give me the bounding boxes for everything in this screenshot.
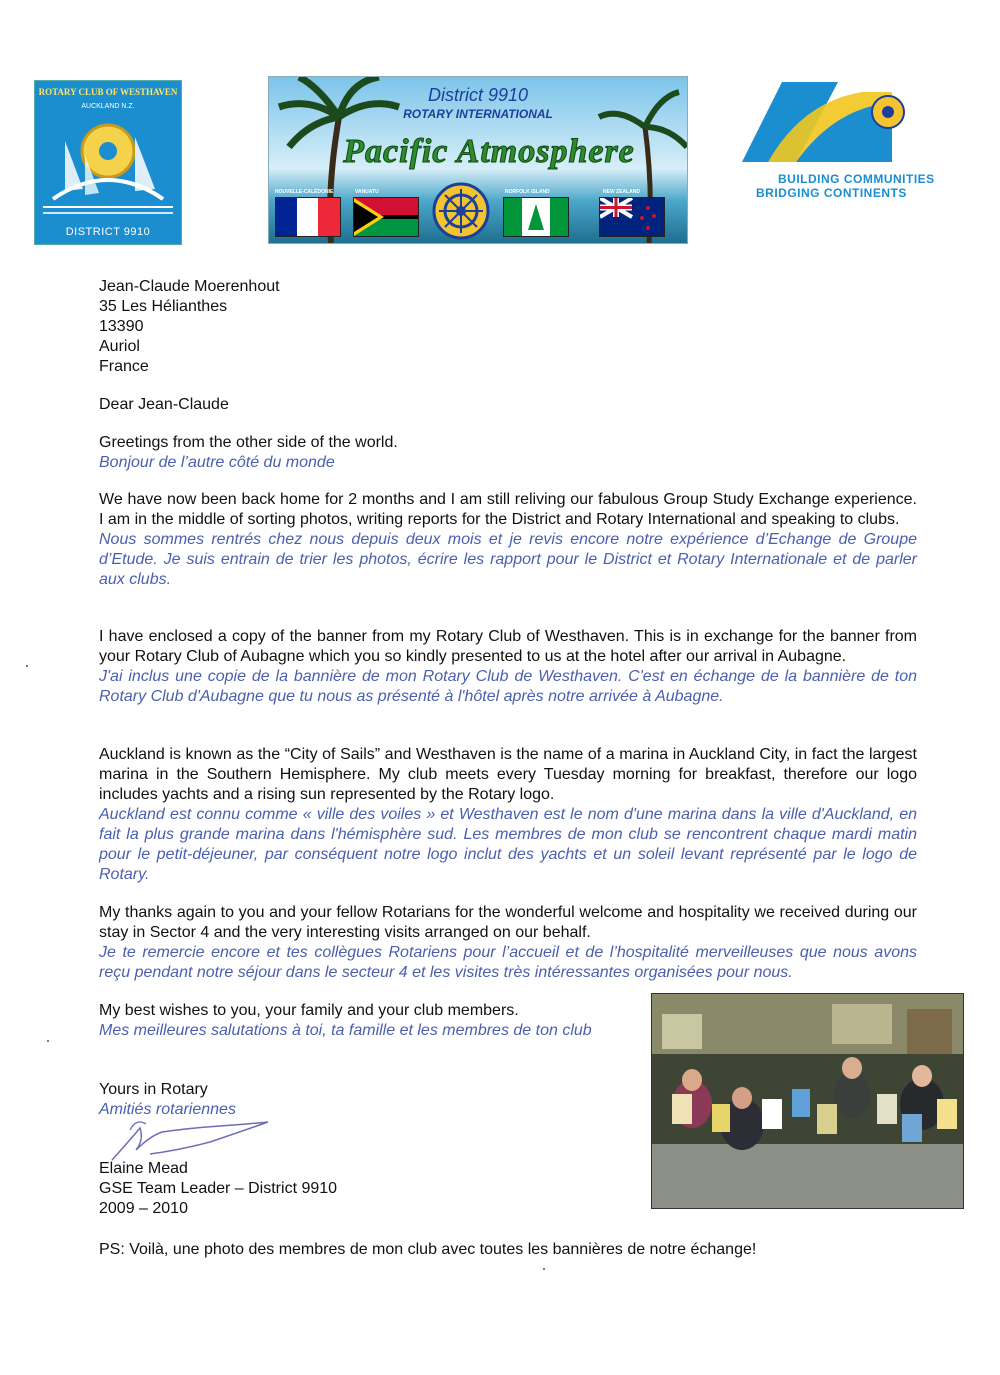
paragraph-return-home bbox=[99, 490, 917, 590]
paragraph-french: Auckland est connu comme « ville des voiles » et Westhaven est le nom d'une marina dans la ville d'Auckland, en fait la plus grande marina dans l'hémisphère sud. Les membres de mon club se rencontrent chaque mardi matin pour le petit-déjeuner, par conséquent notre logo inclut des yachts et un soleil levant représenté par le logo de Rotary. bbox=[99, 806, 917, 883]
paragraph-french: Je te remercie encore et tes collègues Rotariens pour l’accueil et de l’hospitalité merveilleuses que nous avons reçu pendant notre séjour dans le secteur 4 et les visites très intéressantes organisées pour nous. bbox=[99, 944, 917, 981]
rotary-theme-arc-icon bbox=[742, 82, 964, 170]
paragraph-english: I have enclosed a copy of the banner from my Rotary Club of Westhaven. This is in exchange for the banner from your Rotary Club of Aubagne which you so kindly presented to us at the hotel after our arrival in Aubagne. bbox=[99, 628, 917, 665]
flag-label-new-caledonia: NOUVELLE-CALÉDONIE bbox=[275, 189, 334, 195]
address-line: 35 Les Hélianthes bbox=[99, 298, 228, 315]
paragraph-best-wishes bbox=[99, 1001, 639, 1041]
banner-title: Pacific Atmosphere bbox=[343, 133, 635, 170]
postscript: PS: Voilà, une photo des membres de mon club avec toutes les bannières de notre échange! bbox=[99, 1241, 757, 1258]
signature-title: GSE Team Leader – District 9910 bbox=[99, 1180, 338, 1197]
club-logo-district: DISTRICT 9910 bbox=[65, 226, 151, 238]
paragraph-banner bbox=[99, 627, 917, 707]
club-logo-ring-text: ROTARY CLUB OF WESTHAVEN bbox=[38, 87, 178, 97]
paragraph-thanks bbox=[99, 903, 917, 983]
paragraph-french: J'ai inclus une copie de la bannière de mon Rotary Club de Westhaven. C'est en échange de la bannière de ton Rotary Club d'Aubagne que tu nous as présenté à l'hôtel après notre arrivée à Aubagne. bbox=[99, 668, 917, 705]
banner-district: District 9910 bbox=[427, 85, 529, 105]
recipient-address bbox=[99, 277, 280, 377]
new-zealand-flag-icon bbox=[599, 197, 665, 237]
signature-block bbox=[99, 1159, 337, 1219]
theme-line-1: BUILDING COMMUNITIES bbox=[778, 172, 935, 186]
vanuatu-flag-icon bbox=[353, 197, 419, 237]
theme-line-2: BRIDGING CONTINENTS bbox=[756, 186, 907, 200]
france-flag-icon bbox=[275, 197, 341, 237]
paragraph-french: Mes meilleures salutations à toi, ta famille et les membres de ton club bbox=[99, 1022, 592, 1039]
scan-speck bbox=[26, 665, 28, 667]
paragraph-english: My thanks again to you and your fellow Rotarians for the wonderful welcome and hospitality we received during our stay in Sector 4 and the very interesting visits arranged on our behalf. bbox=[99, 904, 917, 941]
ri-theme-logo bbox=[742, 82, 964, 202]
paragraph-english: My best wishes to you, your family and your club members. bbox=[99, 1002, 519, 1019]
flag-label-new-zealand: NEW ZEALAND bbox=[603, 189, 640, 195]
paragraph-english: Auckland is known as the “City of Sails” and Westhaven is the name of a marina in Auckland City, in fact the largest marina in the Southern Hemisphere. My club meets every Tuesday morning for breakfast, therefore our logo includes yachts and a rising sun represented by the Rotary logo. bbox=[99, 746, 917, 803]
signature-name: Elaine Mead bbox=[99, 1160, 188, 1177]
closing-english: Yours in Rotary bbox=[99, 1081, 208, 1098]
scan-speck bbox=[47, 1040, 49, 1042]
flag-label-norfolk-island: NORFOLK ISLAND bbox=[505, 189, 550, 195]
address-line: Auriol bbox=[99, 338, 140, 355]
flag-label-vanuatu: VANUATU bbox=[355, 189, 379, 195]
westhaven-club-logo bbox=[34, 80, 182, 245]
paragraph-french: Bonjour de l’autre côté du monde bbox=[99, 454, 335, 471]
paragraph-english: We have now been back home for 2 months and I am still reliving our fabulous Group Study Exchange experience. I am in the middle of sorting photos, writing reports for the District and Rotary International and speaking to clubs. bbox=[99, 491, 917, 528]
salutation: Dear Jean-Claude bbox=[99, 396, 229, 413]
norfolk-island-flag-icon bbox=[503, 197, 569, 237]
paragraph-french: Nous sommes rentrés chez nous depuis deux mois et je revis encore notre expérience d’Echange de Groupe d’Etude. Je suis entrain de trier les photos, écrire les rapport pour le District et Rotary Internationale et de parler aux clubs. bbox=[99, 531, 917, 588]
pacific-atmosphere-banner bbox=[268, 76, 688, 244]
closing-french: Amitiés rotariennes bbox=[99, 1101, 236, 1118]
rotary-wheel-icon bbox=[431, 181, 491, 241]
address-line: Jean-Claude Moerenhout bbox=[99, 278, 280, 295]
paragraph-english: Greetings from the other side of the world. bbox=[99, 434, 398, 451]
signature-years: 2009 – 2010 bbox=[99, 1200, 188, 1217]
group-photo-image bbox=[652, 994, 963, 1208]
address-line: 13390 bbox=[99, 318, 144, 335]
address-line: France bbox=[99, 358, 149, 375]
yachts-and-sun-icon bbox=[35, 111, 181, 221]
paragraph-greeting bbox=[99, 433, 917, 473]
banner-organization: ROTARY INTERNATIONAL bbox=[403, 107, 553, 121]
club-logo-city: AUCKLAND N.Z. bbox=[81, 103, 135, 110]
scan-speck bbox=[543, 1268, 545, 1270]
club-members-photo bbox=[651, 993, 964, 1209]
paragraph-auckland bbox=[99, 745, 917, 885]
